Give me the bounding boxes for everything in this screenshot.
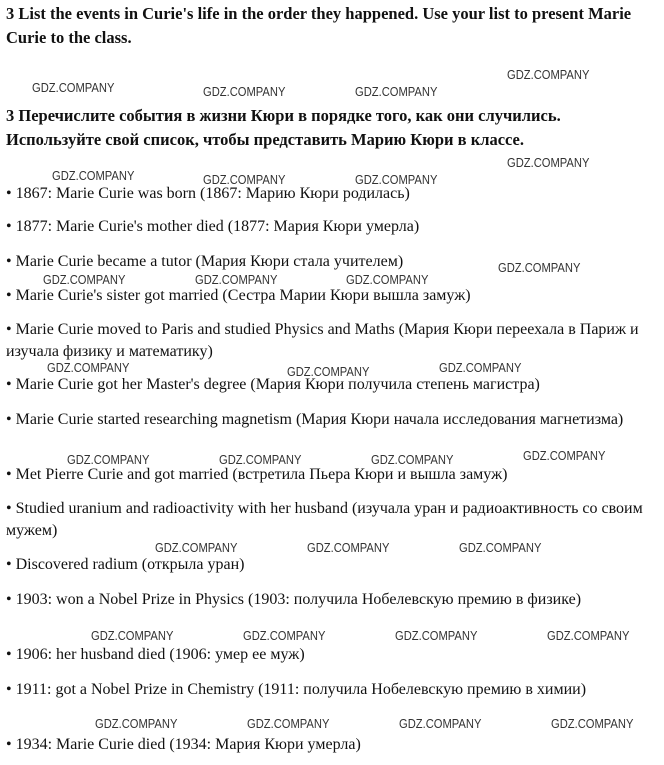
task-heading-ru: 3 Перечислите события в жизни Кюри в порядке того, как они случились. Используйте свой список, чтобы представить Марию Кюри в классе. [6, 106, 561, 149]
task-heading-en: 3 List the events in Curie's life in the order they happened. Use your list to present Marie Curie to the class. [6, 4, 632, 47]
list-item: • Marie Curie became a tutor (Мария Кюри стала учителем) [6, 253, 404, 270]
watermark: GDZ.COMPANY [547, 628, 630, 643]
list-item: • Met Pierre Curie and got married (встретила Пьера Кюри и вышла замуж) [6, 466, 508, 483]
list-item: • Marie Curie started researching magnetism (Мария Кюри начала исследования магнетизма) [6, 411, 624, 428]
watermark: GDZ.COMPANY [32, 80, 115, 95]
watermark: GDZ.COMPANY [219, 452, 302, 467]
list-item: • 1934: Marie Curie died (1934: Мария Кюри умерла) [6, 736, 361, 753]
watermark: GDZ.COMPANY [203, 172, 286, 187]
list-item: • Marie Curie's sister got married (Сестра Марии Кюри вышла замуж) [6, 287, 471, 304]
watermark: GDZ.COMPANY [91, 628, 174, 643]
watermark: GDZ.COMPANY [399, 716, 482, 731]
list-item: • 1867: Marie Curie was born (1867: Марию Кюри родилась) [6, 185, 410, 202]
watermark: GDZ.COMPANY [155, 540, 238, 555]
watermark: GDZ.COMPANY [459, 540, 542, 555]
watermark: GDZ.COMPANY [52, 168, 135, 183]
watermark: GDZ.COMPANY [346, 272, 429, 287]
list-item: • 1911: got a Nobel Prize in Chemistry (1911: получила Нобелевскую премию в химии) [6, 681, 587, 698]
watermark: GDZ.COMPANY [43, 272, 126, 287]
list-item: • 1903: won a Nobel Prize in Physics (1903: получила Нобелевскую премию в физике) [6, 591, 582, 608]
watermark: GDZ.COMPANY [355, 84, 438, 99]
watermark: GDZ.COMPANY [95, 716, 178, 731]
watermark: GDZ.COMPANY [243, 628, 326, 643]
list-item: • Studied uranium and radioactivity with her husband (изучала уран и радиоактивность со своим мужем) [6, 500, 643, 539]
watermark: GDZ.COMPANY [371, 452, 454, 467]
watermark: GDZ.COMPANY [439, 360, 522, 375]
watermark: GDZ.COMPANY [355, 172, 438, 187]
watermark: GDZ.COMPANY [47, 360, 130, 375]
watermark: GDZ.COMPANY [307, 540, 390, 555]
watermark: GDZ.COMPANY [507, 67, 590, 82]
watermark: GDZ.COMPANY [195, 272, 278, 287]
watermark: GDZ.COMPANY [507, 155, 590, 170]
list-item: • 1877: Marie Curie's mother died (1877: Мария Кюри умерла) [6, 218, 420, 235]
watermark: GDZ.COMPANY [203, 84, 286, 99]
list-item: • Marie Curie moved to Paris and studied Physics and Maths (Мария Кюри переехала в Париж и изучала физику и математику) [6, 321, 639, 360]
watermark: GDZ.COMPANY [523, 448, 606, 463]
list-item: • Marie Curie got her Master's degree (Мария Кюри получила степень магистра) [6, 376, 540, 393]
watermark: GDZ.COMPANY [498, 260, 581, 275]
watermark: GDZ.COMPANY [287, 364, 370, 379]
watermark: GDZ.COMPANY [551, 716, 634, 731]
list-item: • 1906: her husband died (1906: умер ее муж) [6, 646, 305, 663]
watermark: GDZ.COMPANY [67, 452, 150, 467]
list-item: • Discovered radium (открыла уран) [6, 556, 245, 573]
watermark: GDZ.COMPANY [395, 628, 478, 643]
watermark: GDZ.COMPANY [247, 716, 330, 731]
